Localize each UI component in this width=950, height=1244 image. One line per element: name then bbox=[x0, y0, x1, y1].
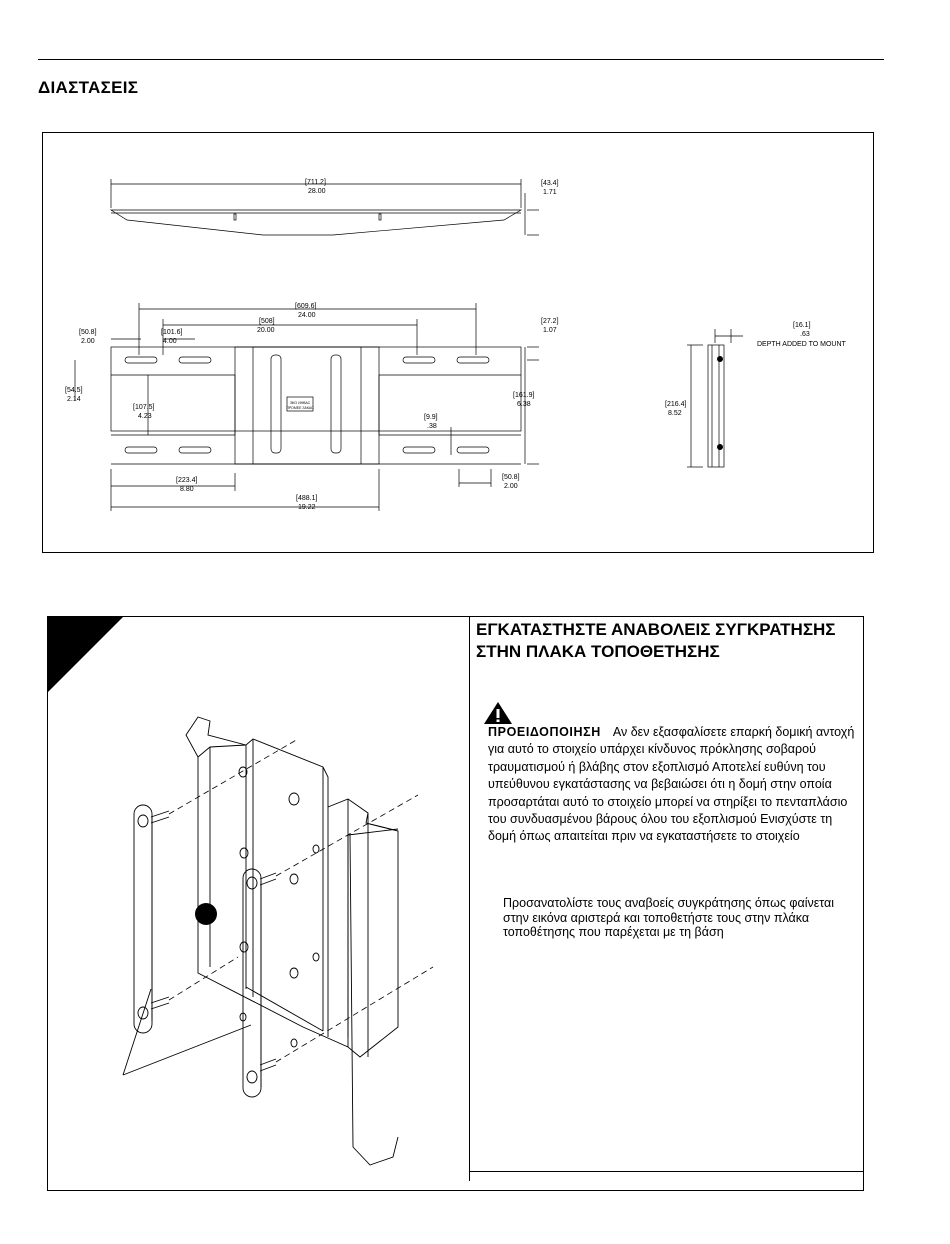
dim-side-height: [216.4] 8.52 bbox=[665, 401, 687, 417]
dim-slot-height: [9.9] .38 bbox=[424, 414, 438, 430]
section-title: ΔΙΑΣΤΑΣΕΙΣ bbox=[38, 78, 139, 97]
dim-outer-width: [609.6] 24.00 bbox=[295, 303, 317, 319]
top-rule bbox=[38, 59, 884, 60]
dim-left-height: [54.5] 2.14 bbox=[65, 387, 83, 403]
dim-depth: [16.1] .63 bbox=[793, 322, 811, 338]
instruction-text: Προσανατολίστε τους αναβοείς συγκράτησης όπως φαίνεται στην εικόνα αριστερά και τοποθετήστε τους στην πλάκα τοποθέτησης που παρέχεται με τη βάση bbox=[503, 896, 835, 939]
dim-bottom-right: [50.8] 2.00 bbox=[502, 474, 520, 490]
warning-text: Αν δεν εξασφαλίσετε επαρκή δομική αντοχή για αυτό το στοιχείο υπάρχει κίνδυνος πρόκλησης σοβαρού τραυματισμού ή βλάβης στον εξοπλισμό Αποτελεί ευθύνη του υπεύθυνου εγκατάστασης να βεβαιώσει ότι η δομή στην οποία προσαρτάται αυτό το στοιχείο μπορεί να στηρίξει το πενταπλάσιο του συνδυασμένου βάρους όλου του εξοπλισμού Ενισχύστε τη δομή όπως απαιτείται πριν να εγκαταστήσετε το στοιχείο bbox=[488, 725, 855, 844]
dim-top-right: [27.2] 1.07 bbox=[541, 318, 559, 334]
dimensions-svg bbox=[43, 133, 875, 554]
dim-top-width: [711.2] 28.00 bbox=[305, 179, 326, 195]
step-number-dot bbox=[195, 903, 217, 925]
dimensions-drawing bbox=[42, 132, 874, 553]
step-title: ΕΓΚΑΤΑΣΤΗΣΤΕ ΑΝΑΒΟΛΕΙΣ ΣΥΓΚΡΑΤΗΣΗΣ ΣΤΗΝ ΠΛΑΚΑ ΤΟΠΟΘΕΤΗΣΗΣ bbox=[476, 620, 836, 661]
bracket-illustration bbox=[48, 617, 469, 1189]
warning-icon bbox=[483, 701, 513, 725]
step-panel bbox=[47, 616, 864, 1191]
column-bottom-rule bbox=[470, 1171, 864, 1172]
plate-label: ЭКО ИНВАС ПРОМЕЕ ЗАКАС bbox=[286, 401, 314, 410]
step-corner-tab bbox=[48, 617, 123, 692]
dim-top-height: [43.4] 1.71 bbox=[541, 180, 559, 196]
dim-depth-note: DEPTH ADDED TO MOUNT bbox=[757, 341, 846, 348]
dim-left-offset: [50.8] 2.00 bbox=[79, 329, 97, 345]
dim-bottom-left: [223.4] 8.80 bbox=[176, 477, 198, 493]
dim-gap-height: [107.5] 4.23 bbox=[133, 404, 155, 420]
dim-right-height: [161.9] 6.38 bbox=[513, 392, 535, 408]
dim-bottom-width: [488.1] 19.22 bbox=[296, 495, 318, 511]
step-text-column bbox=[469, 617, 864, 1181]
warning-block bbox=[488, 724, 860, 846]
warning-label: ΠΡΟΕΙΔΟΠΟΙΗΣΗ bbox=[488, 725, 601, 739]
dim-slot-pitch: [101.6] 4.00 bbox=[161, 329, 183, 345]
dim-inner-width: [508] 20.00 bbox=[257, 318, 275, 334]
